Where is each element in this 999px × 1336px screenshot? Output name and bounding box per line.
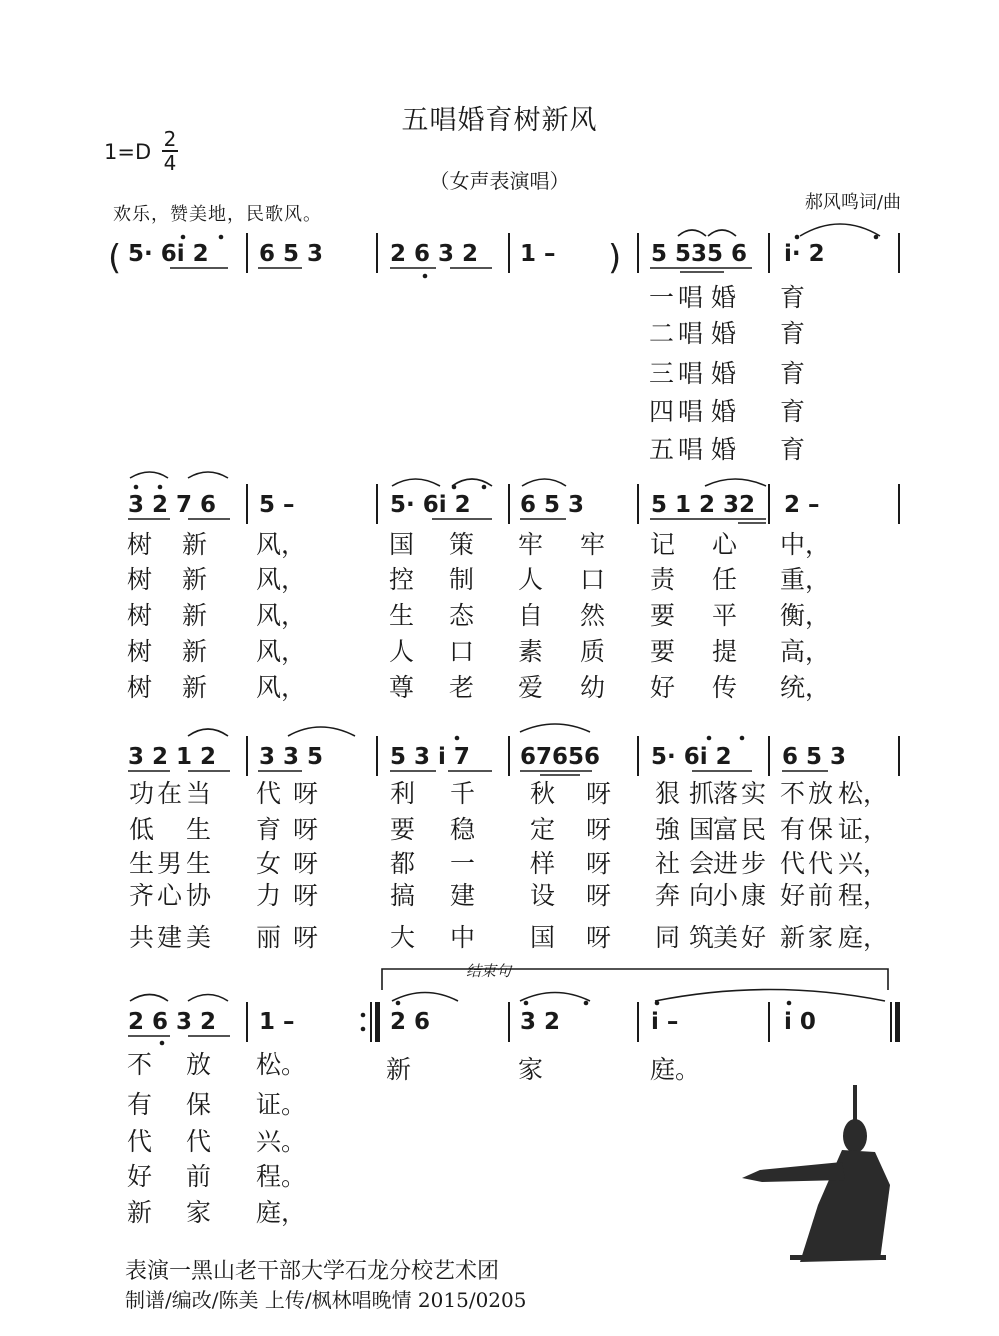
lyric-cell: 平 [712, 601, 738, 630]
lyric-cell: 五 [649, 435, 675, 464]
octave-dot [524, 1001, 529, 1006]
octave-dot [158, 485, 163, 490]
lyric-cell: 衡， [780, 601, 831, 630]
lyric-cell: 筑 [689, 923, 715, 952]
lyric-cell: 家 [186, 1198, 212, 1227]
measure-12: 2 – [784, 492, 820, 518]
lyric-cell: 呀 [586, 881, 612, 910]
lyric-cell: 唱 [678, 435, 704, 464]
lyric-cell: 生 [129, 849, 155, 878]
lyric-cell: 记 [650, 530, 676, 559]
repeat-sign [361, 1002, 380, 1042]
lyric-cell: 大 [390, 923, 416, 952]
lyric-cell: 样 [530, 849, 556, 878]
lyric-cell: 庭， [256, 1198, 307, 1227]
lyric-cell: 定 [530, 815, 556, 844]
lyric-cell: 树 [127, 637, 153, 666]
lyric-cell: 步 [741, 849, 767, 878]
lyric-cell: 要 [390, 815, 416, 844]
lyric-cell: 低 [129, 815, 155, 844]
lyric-cell: 利 [390, 779, 416, 808]
lyric-cell: 素 [518, 637, 544, 666]
lyric-cell: 婚 [711, 435, 737, 464]
lyric-cell: 代 [186, 1127, 212, 1156]
lyric-cell: 保 [186, 1090, 212, 1119]
lyric-cell: 在 [157, 779, 183, 808]
slur [452, 479, 492, 486]
lyric-cell: 家 [518, 1055, 544, 1084]
lyric-cell: 代 [808, 849, 834, 878]
lyric-cell: 风， [256, 637, 307, 666]
lyric-cell: 一 [450, 849, 476, 878]
lyric-cell: 三 [649, 359, 675, 388]
lyric-cell: 风， [256, 565, 307, 594]
lyric-cell: 育 [256, 815, 282, 844]
lyric-cell: 唱 [678, 359, 704, 388]
lyric-cell: 四 [649, 397, 675, 426]
lyric-cell: 民 [741, 815, 767, 844]
lyric-cell: 力 [256, 881, 282, 910]
lyric-cell: 美 [186, 923, 212, 952]
lyric-cell: 呀 [293, 815, 319, 844]
lyric-cell: 呀 [293, 779, 319, 808]
slur [655, 990, 885, 1002]
slur [520, 724, 590, 732]
lyric-cell: 策 [449, 530, 475, 559]
lyric-cell: 新 [182, 530, 208, 559]
octave-dot [787, 1001, 792, 1006]
lyric-cell: 美 [713, 923, 739, 952]
lyric-cell: 传 [712, 673, 738, 702]
lyric-cell: 呀 [293, 923, 319, 952]
lyric-cell: 要 [650, 601, 676, 630]
repeat-dot [361, 1027, 366, 1032]
lyric-cell: 兴， [838, 849, 889, 878]
repeat-paren-close: ) [608, 238, 622, 278]
lyric-cell: 育 [780, 359, 806, 388]
lyric-cell: 前 [808, 881, 834, 910]
measure-1: 5· 6i 2 [128, 241, 209, 267]
lyric-cell: 庭， [838, 923, 889, 952]
lyric-cell: 牢 [580, 530, 606, 559]
lyric-cell: 不 [780, 779, 806, 808]
lyric-cell: 心 [712, 530, 738, 559]
slur [800, 224, 880, 236]
lyric-cell: 新 [182, 673, 208, 702]
measure-6: i· 2 [784, 241, 825, 267]
octave-dot [584, 1001, 589, 1006]
key-signature: 1=D [104, 140, 152, 164]
lyric-cell: 好 [780, 881, 806, 910]
lyric-cell: 育 [780, 397, 806, 426]
measure-19: 2 6 3 2 [128, 1009, 217, 1035]
slur [288, 727, 355, 736]
lyric-cell: 牢 [518, 530, 544, 559]
lyric-cell: 建 [157, 923, 183, 952]
footer-credits: 制谱/编改/陈美 上传/枫林唱晚情 2015/0205 [125, 1288, 527, 1312]
measure-16: 67656 [520, 744, 601, 770]
octave-dot [219, 235, 224, 240]
lyric-cell: 好 [127, 1162, 153, 1191]
lyric-cell: 统， [780, 673, 831, 702]
lyric-cell: 实 [741, 779, 767, 808]
lyric-cell: 制 [449, 565, 475, 594]
slur [708, 230, 736, 236]
measure-3: 2 6 3 2 [390, 241, 479, 267]
lyric-cell: 有 [780, 815, 806, 844]
lyric-cell: 高， [780, 637, 831, 666]
octave-dot [160, 1041, 165, 1046]
lyric-cell: 然 [580, 601, 606, 630]
slur [705, 479, 766, 486]
measure-11: 5 1 2 32 [651, 492, 756, 518]
lyric-cell: 康 [741, 881, 767, 910]
lyric-cell: 社 [655, 849, 681, 878]
lyric-cell: 小 [713, 881, 739, 910]
lyric-cell: 千 [450, 779, 476, 808]
lyric-cell: 生 [186, 849, 212, 878]
lyric-cell: 协 [186, 881, 212, 910]
slur [188, 995, 228, 1002]
lyric-cell: 口 [449, 637, 475, 666]
measure-14: 3 3 5 [259, 744, 324, 770]
lyric-cell: 狠 [655, 779, 681, 808]
measure-4: 1 – [520, 241, 556, 267]
lyric-cell: 树 [127, 601, 153, 630]
lyric-cell: 二 [649, 319, 675, 348]
lyric-cell: 新 [182, 565, 208, 594]
octave-dot [134, 485, 139, 490]
lyric-cell: 呀 [586, 815, 612, 844]
measure-10: 6 5 3 [520, 492, 585, 518]
subtitle: （女声表演唱） [429, 169, 570, 193]
lyric-cell: 人 [518, 565, 544, 594]
measure-7: 3 2 7 6 [128, 492, 217, 518]
lyric-cell: 兴。 [256, 1127, 307, 1156]
lyric-cell: 老 [449, 673, 475, 702]
lyric-cell: 呀 [293, 849, 319, 878]
lyric-cell: 国 [689, 815, 715, 844]
tempo-marking: 欢乐，赞美地，民歌风。 [113, 204, 322, 225]
lyric-cell: 代 [780, 849, 806, 878]
lyric-cell: 证， [838, 815, 889, 844]
lyric-cell: 抓 [689, 779, 715, 808]
lyric-cell: 尊 [389, 673, 415, 702]
lyric-cell: 呀 [586, 923, 612, 952]
lyric-cell: 幼 [580, 673, 606, 702]
lyric-cell: 新 [182, 601, 208, 630]
measure-23: i – [651, 1009, 679, 1035]
lyric-cell: 女 [256, 849, 282, 878]
octave-dot [423, 274, 428, 279]
slur [392, 479, 440, 486]
lyric-cell: 中， [780, 530, 831, 559]
measure-8: 5 – [259, 492, 295, 518]
lyric-cell: 呀 [586, 779, 612, 808]
lyric-cell: 放 [808, 779, 834, 808]
lyric-cell: 新 [386, 1055, 412, 1084]
repeat-thick-bar [375, 1002, 380, 1042]
lyric-cell: 前 [186, 1162, 212, 1191]
time-signature-bottom: 4 [163, 151, 177, 175]
octave-dot [482, 485, 487, 490]
octave-dot [396, 1001, 401, 1006]
lyric-cell: 庭。 [650, 1055, 701, 1084]
ending-bracket [382, 969, 888, 990]
lyric-cell: 向 [689, 881, 715, 910]
lyric-cell: 中 [450, 923, 476, 952]
lyric-cell: 搞 [390, 881, 416, 910]
octave-dots [134, 235, 879, 1046]
lyric-cell: 婚 [711, 359, 737, 388]
octave-dot [874, 235, 879, 240]
footer-performer: 表演一黑山老干部大学石龙分校艺术团 [125, 1259, 500, 1284]
lyric-cell: 婚 [711, 397, 737, 426]
lyric-cell: 一 [649, 283, 675, 312]
song-title: 五唱婚育树新风 [401, 105, 598, 136]
repeat-paren-open: ( [108, 238, 122, 278]
lyric-cell: 育 [780, 283, 806, 312]
lyric-cell: 放 [186, 1050, 212, 1079]
lyric-cell: 风， [256, 530, 307, 559]
lyric-cell: 人 [389, 637, 415, 666]
beam-underlines [128, 268, 831, 1036]
lyric-cell: 建 [450, 881, 476, 910]
lyric-cell: 秋 [530, 779, 556, 808]
lyric-cell: 进 [713, 849, 739, 878]
slur [392, 993, 458, 1002]
lyric-cell: 男 [157, 849, 183, 878]
lyric-cell: 责 [650, 565, 676, 594]
statue-head [843, 1119, 867, 1153]
octave-dot [655, 1001, 660, 1006]
slur [188, 729, 228, 736]
ending-label: 结束句 [462, 960, 515, 981]
lyric-cell: 程。 [256, 1162, 307, 1191]
lyric-cell: 家 [808, 923, 834, 952]
slur [520, 993, 590, 1002]
measure-13: 3 2 1 2 [128, 744, 217, 770]
lyric-cell: 唱 [678, 397, 704, 426]
slur [678, 230, 706, 236]
lyric-cell: 松， [838, 779, 889, 808]
measure-17: 5· 6i 2 [651, 744, 732, 770]
lyric-cell: 稳 [450, 815, 476, 844]
repeat-thin-bar [370, 1002, 372, 1042]
erhu-player-statue-image [742, 1085, 890, 1262]
lyric-cell: 代 [256, 779, 282, 808]
measure-2: 6 5 3 [259, 241, 324, 267]
lyric-cell: 育 [780, 319, 806, 348]
lyric-cell: 口 [580, 565, 606, 594]
measure-18: 6 5 3 [782, 744, 847, 770]
lyric-cell: 富 [713, 815, 739, 844]
measure-15: 5 3 i 7 [390, 744, 470, 770]
lyric-cell: 国 [389, 530, 415, 559]
repeat-dot [361, 1013, 366, 1018]
lyric-cell: 任 [712, 565, 738, 594]
lyric-cell: 丽 [256, 923, 282, 952]
lyric-cell: 树 [127, 530, 153, 559]
lyric-cell: 奔 [655, 881, 681, 910]
lyric-cell: 质 [580, 637, 606, 666]
octave-dot [452, 485, 457, 490]
lyric-cell: 会 [689, 849, 715, 878]
statue-arm [742, 1162, 845, 1182]
time-signature-top: 2 [163, 127, 177, 151]
lyric-cell: 齐 [129, 881, 155, 910]
lyric-cell: 新 [127, 1198, 153, 1227]
lyric-cell: 呀 [586, 849, 612, 878]
lyric-cell: 保 [808, 815, 834, 844]
slur [188, 472, 228, 478]
octave-dot [455, 736, 460, 741]
measure-20: 1 – [259, 1009, 295, 1035]
lyric-cell: 共 [129, 923, 155, 952]
lyric-cell: 设 [530, 881, 556, 910]
lyric-cell: 落 [713, 779, 739, 808]
measure-5: 5 535 6 [651, 241, 748, 267]
lyric-cell: 自 [518, 601, 544, 630]
lyric-cell: 爱 [518, 673, 544, 702]
lyric-cell: 唱 [678, 319, 704, 348]
lyric-cell: 好 [650, 673, 676, 702]
measure-21: 2 6 [390, 1009, 431, 1035]
lyric-cell: 当 [186, 779, 212, 808]
lyric-cell: 证。 [256, 1090, 307, 1119]
octave-dot [707, 736, 712, 741]
measure-24: i 0 [784, 1009, 816, 1035]
lyric-cell: 新 [780, 923, 806, 952]
measure-9: 5· 6i 2 [390, 492, 471, 518]
octave-dot [181, 235, 186, 240]
lyric-cell: 新 [182, 637, 208, 666]
lyric-cell: 同 [655, 923, 681, 952]
lyric-cell: 树 [127, 565, 153, 594]
lyric-cell: 都 [390, 849, 416, 878]
slurs [130, 224, 885, 1001]
octave-dot [740, 736, 745, 741]
lyric-cell: 婚 [711, 319, 737, 348]
lyric-cell: 呀 [293, 881, 319, 910]
lyric-cell: 风， [256, 601, 307, 630]
lyric-cell: 程， [838, 881, 889, 910]
lyric-cell: 強 [655, 815, 681, 844]
slur [130, 995, 168, 1002]
lyric-cell: 唱 [678, 283, 704, 312]
lyric-cell: 有 [127, 1090, 153, 1119]
slur [130, 472, 168, 478]
ending-bracket-line [382, 969, 888, 990]
lyric-cell: 功 [129, 779, 155, 808]
lyric-cell: 控 [389, 565, 415, 594]
lyric-cell: 要 [650, 637, 676, 666]
lyric-cell: 婚 [711, 283, 737, 312]
lyric-cell: 好 [741, 923, 767, 952]
octave-dot [795, 235, 800, 240]
lyric-cell: 态 [449, 601, 475, 630]
slur [522, 479, 566, 486]
lyric-cell: 代 [127, 1127, 153, 1156]
lyric-cell: 育 [780, 435, 806, 464]
lyric-cell: 心 [157, 881, 183, 910]
measure-22: 3 2 [520, 1009, 561, 1035]
lyric-cell: 生 [389, 601, 415, 630]
statue-base [790, 1255, 886, 1260]
lyric-cell: 重， [780, 565, 831, 594]
lyric-cell: 不 [127, 1050, 153, 1079]
lyric-cell: 松。 [256, 1050, 307, 1079]
composer-credit: 郝风鸣词/曲 [804, 192, 901, 213]
lyric-cell: 提 [712, 637, 738, 666]
lyric-cell: 国 [530, 923, 556, 952]
lyric-cell: 树 [127, 673, 153, 702]
lyric-cell: 风， [256, 673, 307, 702]
lyric-cell: 生 [186, 815, 212, 844]
